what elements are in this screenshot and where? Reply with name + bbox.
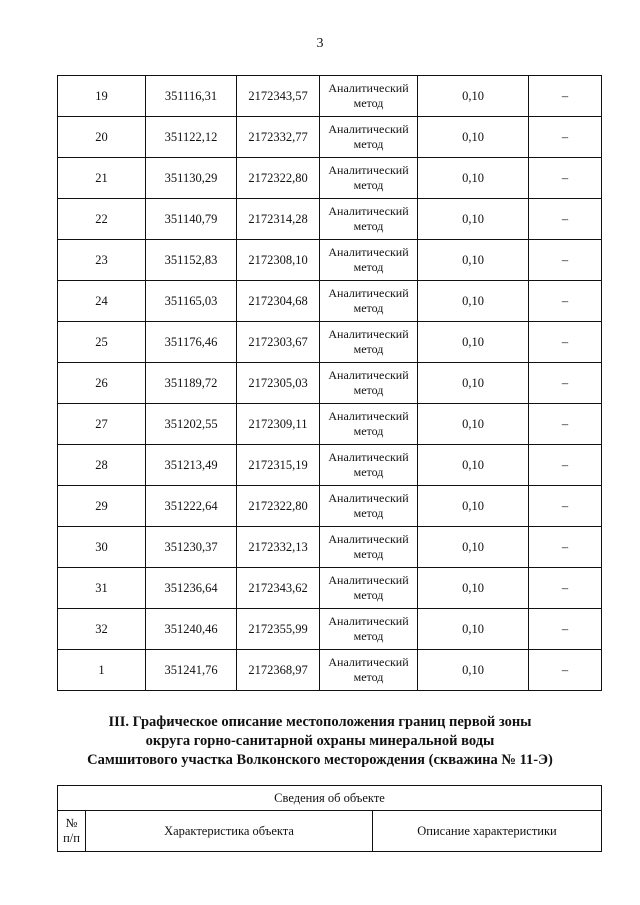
note-cell: – <box>529 527 602 568</box>
point-number-cell: 23 <box>58 240 146 281</box>
table-row <box>58 404 602 445</box>
y-coordinate-cell: 2172343,62 <box>237 568 320 609</box>
note-cell: – <box>529 117 602 158</box>
error-cell: 0,10 <box>418 568 529 609</box>
section-heading-line-1: III. Графическое описание местоположения границ первой зоны <box>108 714 532 730</box>
note-cell: – <box>529 445 602 486</box>
x-coordinate-cell: 351140,79 <box>146 199 237 240</box>
point-number-cell: 25 <box>58 322 146 363</box>
error-cell: 0,10 <box>418 76 529 117</box>
note-cell: – <box>529 322 602 363</box>
column-number-header: № п/п <box>58 811 86 852</box>
error-cell: 0,10 <box>418 445 529 486</box>
method-cell: Аналитический метод <box>320 158 418 199</box>
table-row <box>58 568 602 609</box>
note-cell: – <box>529 281 602 322</box>
point-number-cell: 21 <box>58 158 146 199</box>
y-coordinate-cell: 2172322,80 <box>237 158 320 199</box>
note-cell: – <box>529 486 602 527</box>
y-coordinate-cell: 2172315,19 <box>237 445 320 486</box>
x-coordinate-cell: 351230,37 <box>146 527 237 568</box>
error-cell: 0,10 <box>418 527 529 568</box>
column-description-header: Описание характеристики <box>373 811 602 852</box>
x-coordinate-cell: 351236,64 <box>146 568 237 609</box>
object-info-header: Сведения об объекте <box>58 786 602 811</box>
point-number-cell: 22 <box>58 199 146 240</box>
method-cell: Аналитический метод <box>320 568 418 609</box>
y-coordinate-cell: 2172343,57 <box>237 76 320 117</box>
note-cell: – <box>529 76 602 117</box>
error-cell: 0,10 <box>418 322 529 363</box>
point-number-cell: 29 <box>58 486 146 527</box>
x-coordinate-cell: 351202,55 <box>146 404 237 445</box>
x-coordinate-cell: 351130,29 <box>146 158 237 199</box>
method-cell: Аналитический метод <box>320 404 418 445</box>
table-row <box>58 486 602 527</box>
table-row <box>58 609 602 650</box>
method-cell: Аналитический метод <box>320 199 418 240</box>
table-row <box>58 322 602 363</box>
y-coordinate-cell: 2172309,11 <box>237 404 320 445</box>
point-number-cell: 32 <box>58 609 146 650</box>
point-number-cell: 28 <box>58 445 146 486</box>
point-number-cell: 26 <box>58 363 146 404</box>
note-cell: – <box>529 609 602 650</box>
section-heading-line-2: округа горно-санитарной охраны минеральной воды <box>145 733 495 749</box>
point-number-cell: 24 <box>58 281 146 322</box>
note-cell: – <box>529 363 602 404</box>
error-cell: 0,10 <box>418 199 529 240</box>
section-heading-line-3: Самшитового участка Волконского месторождения (скважина № 11-Э) <box>87 752 553 768</box>
error-cell: 0,10 <box>418 609 529 650</box>
point-number-cell: 19 <box>58 76 146 117</box>
section-heading <box>0 713 640 770</box>
note-cell: – <box>529 404 602 445</box>
note-cell: – <box>529 568 602 609</box>
table-row <box>58 445 602 486</box>
error-cell: 0,10 <box>418 281 529 322</box>
method-cell: Аналитический метод <box>320 650 418 691</box>
table-row <box>58 363 602 404</box>
y-coordinate-cell: 2172332,13 <box>237 527 320 568</box>
method-cell: Аналитический метод <box>320 527 418 568</box>
error-cell: 0,10 <box>418 650 529 691</box>
table-row <box>58 117 602 158</box>
note-cell: – <box>529 199 602 240</box>
method-cell: Аналитический метод <box>320 281 418 322</box>
point-number-cell: 27 <box>58 404 146 445</box>
info-table-header-row <box>58 786 602 811</box>
x-coordinate-cell: 351189,72 <box>146 363 237 404</box>
table-row <box>58 158 602 199</box>
y-coordinate-cell: 2172332,77 <box>237 117 320 158</box>
note-cell: – <box>529 650 602 691</box>
y-coordinate-cell: 2172355,99 <box>237 609 320 650</box>
point-number-cell: 30 <box>58 527 146 568</box>
table-row <box>58 76 602 117</box>
x-coordinate-cell: 351222,64 <box>146 486 237 527</box>
method-cell: Аналитический метод <box>320 240 418 281</box>
x-coordinate-cell: 351213,49 <box>146 445 237 486</box>
x-coordinate-cell: 351116,31 <box>146 76 237 117</box>
note-cell: – <box>529 240 602 281</box>
method-cell: Аналитический метод <box>320 609 418 650</box>
note-cell: – <box>529 158 602 199</box>
y-coordinate-cell: 2172303,67 <box>237 322 320 363</box>
info-table-columns-row <box>58 811 602 852</box>
y-coordinate-cell: 2172308,10 <box>237 240 320 281</box>
column-characteristic-header: Характеристика объекта <box>86 811 373 852</box>
point-number-cell: 31 <box>58 568 146 609</box>
y-coordinate-cell: 2172322,80 <box>237 486 320 527</box>
error-cell: 0,10 <box>418 158 529 199</box>
x-coordinate-cell: 351152,83 <box>146 240 237 281</box>
error-cell: 0,10 <box>418 404 529 445</box>
method-cell: Аналитический метод <box>320 117 418 158</box>
table-row <box>58 240 602 281</box>
y-coordinate-cell: 2172314,28 <box>237 199 320 240</box>
page-number: 3 <box>316 36 324 51</box>
x-coordinate-cell: 351241,76 <box>146 650 237 691</box>
point-number-cell: 1 <box>58 650 146 691</box>
error-cell: 0,10 <box>418 363 529 404</box>
x-coordinate-cell: 351176,46 <box>146 322 237 363</box>
y-coordinate-cell: 2172305,03 <box>237 363 320 404</box>
error-cell: 0,10 <box>418 486 529 527</box>
method-cell: Аналитический метод <box>320 76 418 117</box>
error-cell: 0,10 <box>418 117 529 158</box>
x-coordinate-cell: 351122,12 <box>146 117 237 158</box>
method-cell: Аналитический метод <box>320 486 418 527</box>
table-row <box>58 527 602 568</box>
point-number-cell: 20 <box>58 117 146 158</box>
table-row <box>58 199 602 240</box>
method-cell: Аналитический метод <box>320 445 418 486</box>
method-cell: Аналитический метод <box>320 322 418 363</box>
coordinates-table <box>57 75 602 691</box>
y-coordinate-cell: 2172368,97 <box>237 650 320 691</box>
table-row <box>58 281 602 322</box>
table-row <box>58 650 602 691</box>
method-cell: Аналитический метод <box>320 363 418 404</box>
x-coordinate-cell: 351165,03 <box>146 281 237 322</box>
y-coordinate-cell: 2172304,68 <box>237 281 320 322</box>
error-cell: 0,10 <box>418 240 529 281</box>
object-info-table <box>57 785 602 852</box>
x-coordinate-cell: 351240,46 <box>146 609 237 650</box>
